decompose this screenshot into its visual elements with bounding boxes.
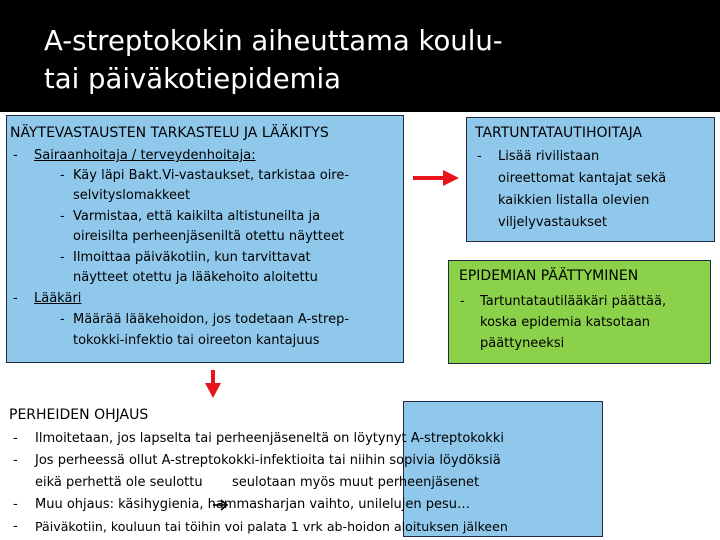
nurse-role-label: Sairaanhoitaja / terveydenhoitaja: (34, 148, 256, 163)
bullet-dash: - (13, 148, 18, 163)
bullet-dash: - (13, 453, 18, 468)
doctor-role-label: Lääkäri (34, 291, 82, 306)
list-item: Ilmoittaa päiväkotiin, kun tarvittavat (73, 250, 311, 265)
family-guidance-heading: PERHEIDEN OHJAUS (9, 407, 149, 423)
list-item: Tartuntatautilääkäri päättää, (480, 294, 667, 309)
bullet-dash: - (13, 519, 18, 534)
title-line-1: A-streptokokin aiheuttama koulu- (44, 25, 503, 57)
bullet-dash: - (60, 312, 65, 327)
list-item: Lisää rivilistaan (498, 149, 600, 164)
bullet-dash: - (60, 168, 65, 183)
list-item: Määrää lääkehoidon, jos todetaan A-strep- (73, 312, 350, 327)
list-item-continued: selvityslomakkeet (73, 188, 191, 203)
list-item: Varmistaa, että kaikilta altistuneilta ja (73, 209, 321, 224)
list-item-continued: päättyneeksi (480, 336, 565, 351)
list-item: Käy läpi Bakt.Vi-vastaukset, tarkistaa oire- (73, 168, 350, 183)
bullet-dash: - (460, 294, 465, 309)
list-item-continued: oireettomat kantajat sekä (498, 171, 667, 186)
title-line-2: tai päiväkotiepidemia (44, 63, 341, 95)
list-item-continued: seulotaan myös muut perheenjäsenet (232, 475, 480, 490)
list-item: Muu ohjaus: käsihygienia, hammasharjan vaihto, unilelujen pesu… (35, 497, 471, 512)
bullet-dash: - (477, 149, 482, 164)
list-item-continued: tokokki-infektio tai oireeton kantajuus (73, 333, 320, 348)
list-item-continued: kaikkien listalla olevien (498, 193, 650, 208)
list-item-continued: näytteet otettu ja lääkehoito aloitettu (73, 270, 318, 285)
bullet-dash: - (13, 291, 18, 306)
list-item: Ilmoitetaan, jos lapselta tai perheenjäseneltä on löytynyt A-streptokokki (35, 431, 504, 446)
bullet-dash: - (60, 250, 65, 265)
bullet-dash: - (13, 431, 18, 446)
nurse-box-heading: TARTUNTATAUTIHOITAJA (475, 125, 643, 141)
list-item-continued: eikä perhettä ole seulottu (35, 475, 203, 490)
list-item-continued: viljelyvastaukset (498, 215, 607, 230)
list-item: Jos perheessä ollut A-streptokokki-infektioita tai niihin sopivia löydöksiä (35, 453, 501, 468)
right-arrow (413, 170, 459, 186)
epidemic-end-heading: EPIDEMIAN PÄÄTTYMINEN (459, 268, 639, 284)
down-arrow (205, 370, 221, 398)
list-item-continued: oireisilta perheenjäseniltä otettu näytteet (73, 229, 345, 244)
bullet-dash: - (60, 209, 65, 224)
list-item-continued: koska epidemia katsotaan (480, 315, 651, 330)
bullet-dash: - (13, 497, 18, 512)
sample-review-heading: NÄYTEVASTAUSTEN TARKASTELU JA LÄÄKITYS (10, 125, 329, 141)
list-item: Päiväkotiin, kouluun tai töihin voi palata 1 vrk ab-hoidon aloituksen jälkeen (35, 519, 508, 534)
